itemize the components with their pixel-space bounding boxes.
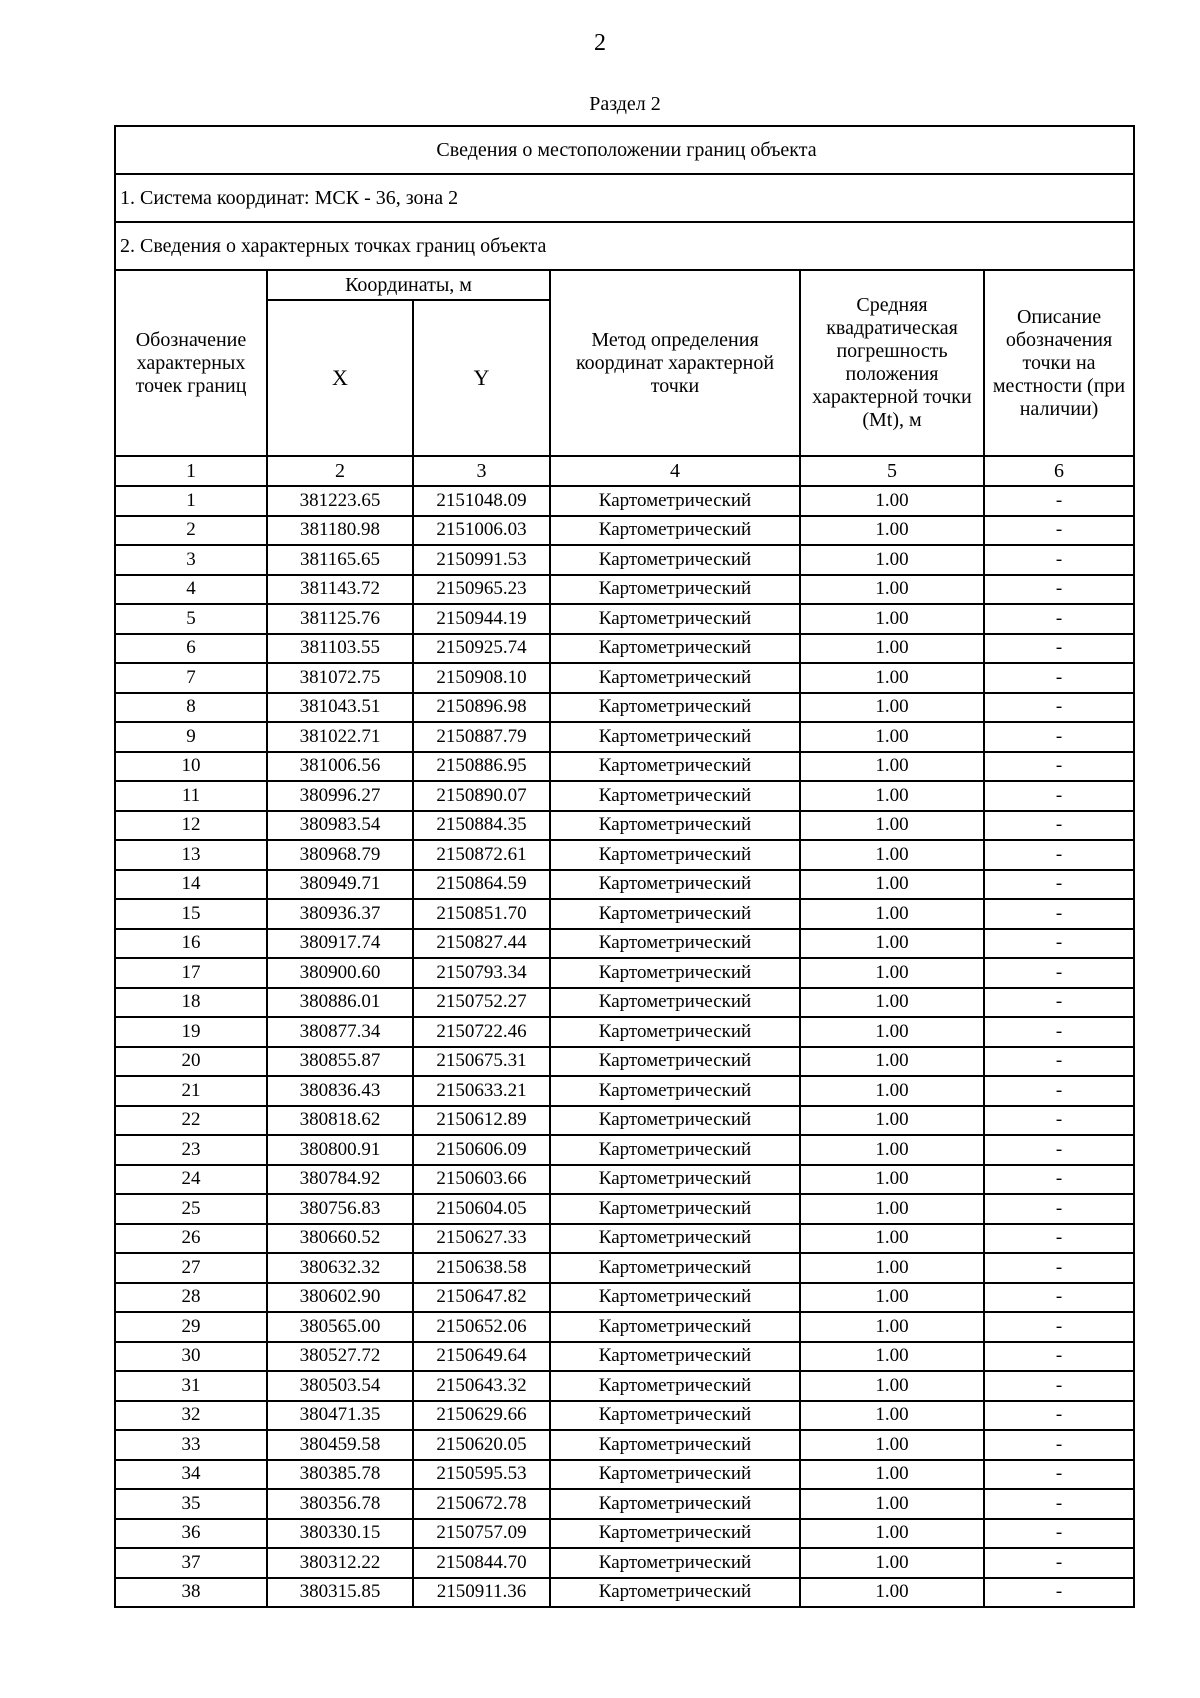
error-cell: 1.00 — [800, 870, 984, 900]
table-row — [115, 752, 1134, 782]
method-cell: Картометрический — [550, 899, 800, 929]
error-cell: 1.00 — [800, 1165, 984, 1195]
x-coordinate-cell: 380886.01 — [267, 988, 413, 1018]
description-cell: - — [984, 604, 1134, 634]
error-cell: 1.00 — [800, 781, 984, 811]
error-cell: 1.00 — [800, 1224, 984, 1254]
error-cell: 1.00 — [800, 1194, 984, 1224]
description-cell: - — [984, 1047, 1134, 1077]
point-number-cell: 27 — [115, 1253, 267, 1283]
method-cell: Картометрический — [550, 1076, 800, 1106]
y-coordinate-cell: 2150620.05 — [413, 1430, 550, 1460]
y-coordinate-cell: 2151048.09 — [413, 486, 550, 516]
point-number-cell: 18 — [115, 988, 267, 1018]
table-row — [115, 663, 1134, 693]
description-cell: - — [984, 1401, 1134, 1431]
method-cell: Картометрический — [550, 958, 800, 988]
x-coordinate-cell: 380836.43 — [267, 1076, 413, 1106]
description-cell: - — [984, 929, 1134, 959]
method-cell: Картометрический — [550, 1342, 800, 1372]
description-cell: - — [984, 1519, 1134, 1549]
point-number-cell: 31 — [115, 1371, 267, 1401]
y-coordinate-cell: 2150872.61 — [413, 840, 550, 870]
method-cell: Картометрический — [550, 604, 800, 634]
point-number-cell: 38 — [115, 1578, 267, 1608]
description-cell: - — [984, 1194, 1134, 1224]
y-coordinate-cell: 2150652.06 — [413, 1312, 550, 1342]
point-number-cell: 16 — [115, 929, 267, 959]
x-coordinate-cell: 380527.72 — [267, 1342, 413, 1372]
point-number-cell: 25 — [115, 1194, 267, 1224]
error-cell: 1.00 — [800, 516, 984, 546]
header-y: Y — [413, 300, 550, 456]
point-number-cell: 35 — [115, 1489, 267, 1519]
table-row — [115, 722, 1134, 752]
method-cell: Картометрический — [550, 1106, 800, 1136]
y-coordinate-cell: 2150633.21 — [413, 1076, 550, 1106]
description-cell: - — [984, 988, 1134, 1018]
description-cell: - — [984, 1017, 1134, 1047]
description-cell: - — [984, 516, 1134, 546]
x-coordinate-cell: 381022.71 — [267, 722, 413, 752]
x-coordinate-cell: 380900.60 — [267, 958, 413, 988]
table-row — [115, 545, 1134, 575]
point-number-cell: 14 — [115, 870, 267, 900]
column-number: 3 — [413, 456, 550, 486]
description-cell: - — [984, 722, 1134, 752]
y-coordinate-cell: 2150672.78 — [413, 1489, 550, 1519]
error-cell: 1.00 — [800, 1489, 984, 1519]
x-coordinate-cell: 381165.65 — [267, 545, 413, 575]
point-number-cell: 4 — [115, 575, 267, 605]
point-number-cell: 11 — [115, 781, 267, 811]
description-cell: - — [984, 811, 1134, 841]
description-cell: - — [984, 958, 1134, 988]
description-cell: - — [984, 870, 1134, 900]
description-cell: - — [984, 1253, 1134, 1283]
description-cell: - — [984, 1106, 1134, 1136]
x-coordinate-cell: 381125.76 — [267, 604, 413, 634]
error-cell: 1.00 — [800, 958, 984, 988]
table-row — [115, 1430, 1134, 1460]
error-cell: 1.00 — [800, 1253, 984, 1283]
table-row — [115, 604, 1134, 634]
point-number-cell: 23 — [115, 1135, 267, 1165]
x-coordinate-cell: 381143.72 — [267, 575, 413, 605]
error-cell: 1.00 — [800, 722, 984, 752]
description-cell: - — [984, 1489, 1134, 1519]
header-coordinates: Координаты, м — [267, 270, 550, 300]
description-cell: - — [984, 1076, 1134, 1106]
points-title: 2. Сведения о характерных точках границ объекта — [115, 222, 1134, 270]
table-row — [115, 634, 1134, 664]
x-coordinate-cell: 380632.32 — [267, 1253, 413, 1283]
point-number-cell: 7 — [115, 663, 267, 693]
description-cell: - — [984, 1371, 1134, 1401]
description-cell: - — [984, 1312, 1134, 1342]
y-coordinate-cell: 2150925.74 — [413, 634, 550, 664]
description-cell: - — [984, 1342, 1134, 1372]
y-coordinate-cell: 2150864.59 — [413, 870, 550, 900]
x-coordinate-cell: 380660.52 — [267, 1224, 413, 1254]
point-number-cell: 30 — [115, 1342, 267, 1372]
y-coordinate-cell: 2150908.10 — [413, 663, 550, 693]
x-coordinate-cell: 380800.91 — [267, 1135, 413, 1165]
point-number-cell: 24 — [115, 1165, 267, 1195]
x-coordinate-cell: 380459.58 — [267, 1430, 413, 1460]
y-coordinate-cell: 2150606.09 — [413, 1135, 550, 1165]
point-number-cell: 32 — [115, 1401, 267, 1431]
description-cell: - — [984, 486, 1134, 516]
table-row — [115, 516, 1134, 546]
y-coordinate-cell: 2150844.70 — [413, 1548, 550, 1578]
method-cell: Картометрический — [550, 1135, 800, 1165]
table-row — [115, 1076, 1134, 1106]
table-row — [115, 1489, 1134, 1519]
method-cell: Картометрический — [550, 1460, 800, 1490]
y-coordinate-cell: 2150603.66 — [413, 1165, 550, 1195]
point-number-cell: 29 — [115, 1312, 267, 1342]
y-coordinate-cell: 2150884.35 — [413, 811, 550, 841]
method-cell: Картометрический — [550, 870, 800, 900]
error-cell: 1.00 — [800, 1460, 984, 1490]
y-coordinate-cell: 2150851.70 — [413, 899, 550, 929]
table-row — [115, 1312, 1134, 1342]
x-coordinate-cell: 380330.15 — [267, 1519, 413, 1549]
table-row — [115, 1047, 1134, 1077]
error-cell: 1.00 — [800, 604, 984, 634]
header-method: Метод определения координат характерной точки — [550, 270, 800, 456]
method-cell: Картометрический — [550, 1165, 800, 1195]
error-cell: 1.00 — [800, 929, 984, 959]
x-coordinate-cell: 381006.56 — [267, 752, 413, 782]
table-row — [115, 1253, 1134, 1283]
error-cell: 1.00 — [800, 634, 984, 664]
table-row — [115, 1135, 1134, 1165]
method-cell: Картометрический — [550, 1578, 800, 1608]
description-cell: - — [984, 752, 1134, 782]
error-cell: 1.00 — [800, 1106, 984, 1136]
y-coordinate-cell: 2150793.34 — [413, 958, 550, 988]
boundary-points-table — [114, 125, 1135, 1608]
method-cell: Картометрический — [550, 1548, 800, 1578]
column-numbers-row — [115, 456, 1134, 486]
table-row — [115, 1578, 1134, 1608]
error-cell: 1.00 — [800, 1342, 984, 1372]
x-coordinate-cell: 380565.00 — [267, 1312, 413, 1342]
description-cell: - — [984, 1548, 1134, 1578]
y-coordinate-cell: 2150638.58 — [413, 1253, 550, 1283]
method-cell: Картометрический — [550, 1194, 800, 1224]
point-number-cell: 26 — [115, 1224, 267, 1254]
method-cell: Картометрический — [550, 1489, 800, 1519]
table-row — [115, 899, 1134, 929]
table-row — [115, 486, 1134, 516]
x-coordinate-cell: 380877.34 — [267, 1017, 413, 1047]
y-coordinate-cell: 2150643.32 — [413, 1371, 550, 1401]
error-cell: 1.00 — [800, 1076, 984, 1106]
method-cell: Картометрический — [550, 781, 800, 811]
point-number-cell: 9 — [115, 722, 267, 752]
y-coordinate-cell: 2151006.03 — [413, 516, 550, 546]
y-coordinate-cell: 2150965.23 — [413, 575, 550, 605]
x-coordinate-cell: 380471.35 — [267, 1401, 413, 1431]
description-cell: - — [984, 575, 1134, 605]
description-cell: - — [984, 1430, 1134, 1460]
y-coordinate-cell: 2150886.95 — [413, 752, 550, 782]
table-row — [115, 1017, 1134, 1047]
point-number-cell: 20 — [115, 1047, 267, 1077]
x-coordinate-cell: 381072.75 — [267, 663, 413, 693]
description-cell: - — [984, 693, 1134, 723]
point-number-cell: 3 — [115, 545, 267, 575]
method-cell: Картометрический — [550, 1312, 800, 1342]
header-point: Обозначение характерных точек границ — [115, 270, 267, 456]
error-cell: 1.00 — [800, 1017, 984, 1047]
x-coordinate-cell: 380996.27 — [267, 781, 413, 811]
method-cell: Картометрический — [550, 634, 800, 664]
table-row — [115, 1342, 1134, 1372]
x-coordinate-cell: 380503.54 — [267, 1371, 413, 1401]
point-number-cell: 15 — [115, 899, 267, 929]
method-cell: Картометрический — [550, 486, 800, 516]
method-cell: Картометрический — [550, 545, 800, 575]
method-cell: Картометрический — [550, 693, 800, 723]
error-cell: 1.00 — [800, 545, 984, 575]
method-cell: Картометрический — [550, 1430, 800, 1460]
x-coordinate-cell: 381223.65 — [267, 486, 413, 516]
y-coordinate-cell: 2150612.89 — [413, 1106, 550, 1136]
error-cell: 1.00 — [800, 1401, 984, 1431]
table-row — [115, 958, 1134, 988]
header-error: Средняя квадратическая погрешность положения характерной точки (Mt), м — [800, 270, 984, 456]
method-cell: Картометрический — [550, 1253, 800, 1283]
y-coordinate-cell: 2150595.53 — [413, 1460, 550, 1490]
y-coordinate-cell: 2150890.07 — [413, 781, 550, 811]
x-coordinate-cell: 380602.90 — [267, 1283, 413, 1313]
x-coordinate-cell: 380385.78 — [267, 1460, 413, 1490]
y-coordinate-cell: 2150752.27 — [413, 988, 550, 1018]
point-number-cell: 22 — [115, 1106, 267, 1136]
description-cell: - — [984, 1460, 1134, 1490]
x-coordinate-cell: 381103.55 — [267, 634, 413, 664]
point-number-cell: 5 — [115, 604, 267, 634]
error-cell: 1.00 — [800, 1312, 984, 1342]
description-cell: - — [984, 1165, 1134, 1195]
error-cell: 1.00 — [800, 1519, 984, 1549]
point-number-cell: 33 — [115, 1430, 267, 1460]
x-coordinate-cell: 380968.79 — [267, 840, 413, 870]
point-number-cell: 28 — [115, 1283, 267, 1313]
description-cell: - — [984, 1135, 1134, 1165]
page-number: 2 — [594, 30, 606, 56]
description-cell: - — [984, 634, 1134, 664]
point-number-cell: 19 — [115, 1017, 267, 1047]
error-cell: 1.00 — [800, 486, 984, 516]
error-cell: 1.00 — [800, 988, 984, 1018]
method-cell: Картометрический — [550, 1017, 800, 1047]
error-cell: 1.00 — [800, 575, 984, 605]
x-coordinate-cell: 380315.85 — [267, 1578, 413, 1608]
method-cell: Картометрический — [550, 575, 800, 605]
description-cell: - — [984, 781, 1134, 811]
table-row — [115, 1548, 1134, 1578]
y-coordinate-cell: 2150896.98 — [413, 693, 550, 723]
method-cell: Картометрический — [550, 663, 800, 693]
description-cell: - — [984, 1224, 1134, 1254]
description-cell: - — [984, 1283, 1134, 1313]
point-number-cell: 12 — [115, 811, 267, 841]
point-number-cell: 37 — [115, 1548, 267, 1578]
x-coordinate-cell: 380983.54 — [267, 811, 413, 841]
error-cell: 1.00 — [800, 1578, 984, 1608]
header-x: X — [267, 300, 413, 456]
point-number-cell: 17 — [115, 958, 267, 988]
method-cell: Картометрический — [550, 840, 800, 870]
point-number-cell: 34 — [115, 1460, 267, 1490]
description-cell: - — [984, 663, 1134, 693]
x-coordinate-cell: 380855.87 — [267, 1047, 413, 1077]
description-cell: - — [984, 1578, 1134, 1608]
method-cell: Картометрический — [550, 516, 800, 546]
x-coordinate-cell: 381043.51 — [267, 693, 413, 723]
y-coordinate-cell: 2150649.64 — [413, 1342, 550, 1372]
x-coordinate-cell: 380356.78 — [267, 1489, 413, 1519]
table-row — [115, 1401, 1134, 1431]
y-coordinate-cell: 2150757.09 — [413, 1519, 550, 1549]
method-cell: Картометрический — [550, 1283, 800, 1313]
y-coordinate-cell: 2150675.31 — [413, 1047, 550, 1077]
error-cell: 1.00 — [800, 1371, 984, 1401]
method-cell: Картометрический — [550, 988, 800, 1018]
method-cell: Картометрический — [550, 1371, 800, 1401]
point-number-cell: 6 — [115, 634, 267, 664]
table-title: Сведения о местоположении границ объекта — [115, 126, 1134, 174]
column-number: 1 — [115, 456, 267, 486]
column-number: 4 — [550, 456, 800, 486]
y-coordinate-cell: 2150629.66 — [413, 1401, 550, 1431]
table-row — [115, 693, 1134, 723]
y-coordinate-cell: 2150887.79 — [413, 722, 550, 752]
description-cell: - — [984, 899, 1134, 929]
table-row — [115, 1371, 1134, 1401]
column-number: 6 — [984, 456, 1134, 486]
error-cell: 1.00 — [800, 840, 984, 870]
y-coordinate-cell: 2150827.44 — [413, 929, 550, 959]
table-row — [115, 1194, 1134, 1224]
error-cell: 1.00 — [800, 1548, 984, 1578]
table-row — [115, 1283, 1134, 1313]
x-coordinate-cell: 380936.37 — [267, 899, 413, 929]
point-number-cell: 36 — [115, 1519, 267, 1549]
coordinate-system: 1. Система координат: МСК - 36, зона 2 — [115, 174, 1134, 222]
y-coordinate-cell: 2150647.82 — [413, 1283, 550, 1313]
point-number-cell: 8 — [115, 693, 267, 723]
point-number-cell: 2 — [115, 516, 267, 546]
column-number: 2 — [267, 456, 413, 486]
table-row — [115, 575, 1134, 605]
error-cell: 1.00 — [800, 663, 984, 693]
y-coordinate-cell: 2150944.19 — [413, 604, 550, 634]
header-description: Описание обозначения точки на местности (при наличии) — [984, 270, 1134, 456]
point-number-cell: 21 — [115, 1076, 267, 1106]
description-cell: - — [984, 545, 1134, 575]
table-row — [115, 840, 1134, 870]
x-coordinate-cell: 380756.83 — [267, 1194, 413, 1224]
method-cell: Картометрический — [550, 1224, 800, 1254]
point-number-cell: 10 — [115, 752, 267, 782]
table-row — [115, 929, 1134, 959]
table-row — [115, 1106, 1134, 1136]
table-row — [115, 870, 1134, 900]
y-coordinate-cell: 2150604.05 — [413, 1194, 550, 1224]
method-cell: Картометрический — [550, 811, 800, 841]
method-cell: Картометрический — [550, 752, 800, 782]
point-number-cell: 13 — [115, 840, 267, 870]
y-coordinate-cell: 2150911.36 — [413, 1578, 550, 1608]
error-cell: 1.00 — [800, 1430, 984, 1460]
method-cell: Картометрический — [550, 1401, 800, 1431]
table-row — [115, 1165, 1134, 1195]
table-row — [115, 811, 1134, 841]
y-coordinate-cell: 2150722.46 — [413, 1017, 550, 1047]
error-cell: 1.00 — [800, 693, 984, 723]
table-row — [115, 1460, 1134, 1490]
error-cell: 1.00 — [800, 752, 984, 782]
table-row — [115, 1519, 1134, 1549]
x-coordinate-cell: 380917.74 — [267, 929, 413, 959]
x-coordinate-cell: 380818.62 — [267, 1106, 413, 1136]
table-row — [115, 1224, 1134, 1254]
error-cell: 1.00 — [800, 811, 984, 841]
method-cell: Картометрический — [550, 1519, 800, 1549]
error-cell: 1.00 — [800, 1047, 984, 1077]
column-number: 5 — [800, 456, 984, 486]
method-cell: Картометрический — [550, 722, 800, 752]
y-coordinate-cell: 2150627.33 — [413, 1224, 550, 1254]
error-cell: 1.00 — [800, 899, 984, 929]
x-coordinate-cell: 380312.22 — [267, 1548, 413, 1578]
y-coordinate-cell: 2150991.53 — [413, 545, 550, 575]
description-cell: - — [984, 840, 1134, 870]
error-cell: 1.00 — [800, 1135, 984, 1165]
error-cell: 1.00 — [800, 1283, 984, 1313]
x-coordinate-cell: 381180.98 — [267, 516, 413, 546]
table-row — [115, 988, 1134, 1018]
x-coordinate-cell: 380949.71 — [267, 870, 413, 900]
x-coordinate-cell: 380784.92 — [267, 1165, 413, 1195]
method-cell: Картометрический — [550, 1047, 800, 1077]
method-cell: Картометрический — [550, 929, 800, 959]
point-number-cell: 1 — [115, 486, 267, 516]
section-title: Раздел 2 — [589, 93, 661, 115]
table-row — [115, 781, 1134, 811]
